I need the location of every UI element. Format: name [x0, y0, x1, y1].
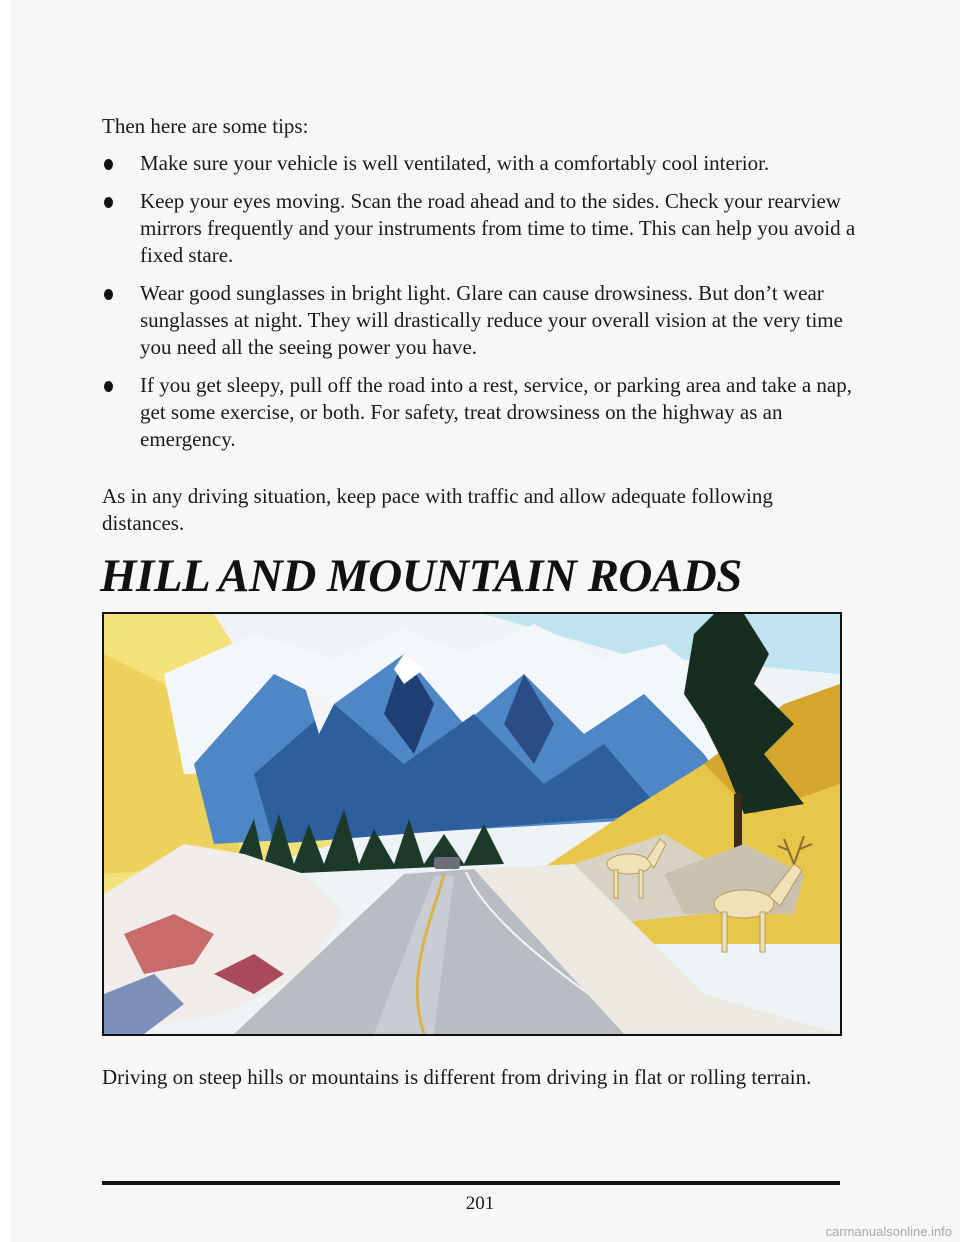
following-distance-paragraph: As in any driving situation, keep pace with traffic and allow adequate following distances.	[102, 484, 773, 535]
tips-list	[104, 150, 864, 464]
bullet-icon	[104, 381, 113, 392]
list-item	[104, 150, 864, 177]
tip-text: If you get sleepy, pull off the road into a rest, service, or parking area and take a nap, get some exercise, or both. For safety, treat drowsiness on the highway as an emergency.	[140, 373, 852, 451]
section-heading: HILL AND MOUNTAIN ROADS	[100, 550, 742, 602]
list-item	[104, 280, 864, 361]
bullet-icon	[104, 159, 113, 170]
footer-rule	[102, 1181, 840, 1185]
tip-text: Wear good sunglasses in bright light. Glare can cause drowsiness. But don’t wear sunglasses at night. They will drastically reduce your overall vision at the very time you need all the seeing power you have.	[140, 281, 843, 359]
watermark: carmanualsonline.info	[825, 1224, 952, 1239]
closing-paragraph: Driving on steep hills or mountains is different from driving in flat or rolling terrain.	[102, 1065, 812, 1089]
mountain-road-illustration	[102, 612, 842, 1036]
tip-text: Keep your eyes moving. Scan the road ahead and to the sides. Check your rearview mirrors frequently and your instruments from time to time. This can help you avoid a fixed stare.	[140, 189, 856, 267]
page-number: 201	[465, 1193, 495, 1214]
bullet-icon	[104, 197, 113, 208]
list-item	[104, 372, 864, 453]
download-banner	[0, 0, 10, 1242]
tips-intro: Then here are some tips:	[102, 114, 309, 138]
tip-text: Make sure your vehicle is well ventilated, with a comfortably cool interior.	[140, 151, 770, 175]
list-item	[104, 188, 864, 269]
bullet-icon	[104, 289, 113, 300]
